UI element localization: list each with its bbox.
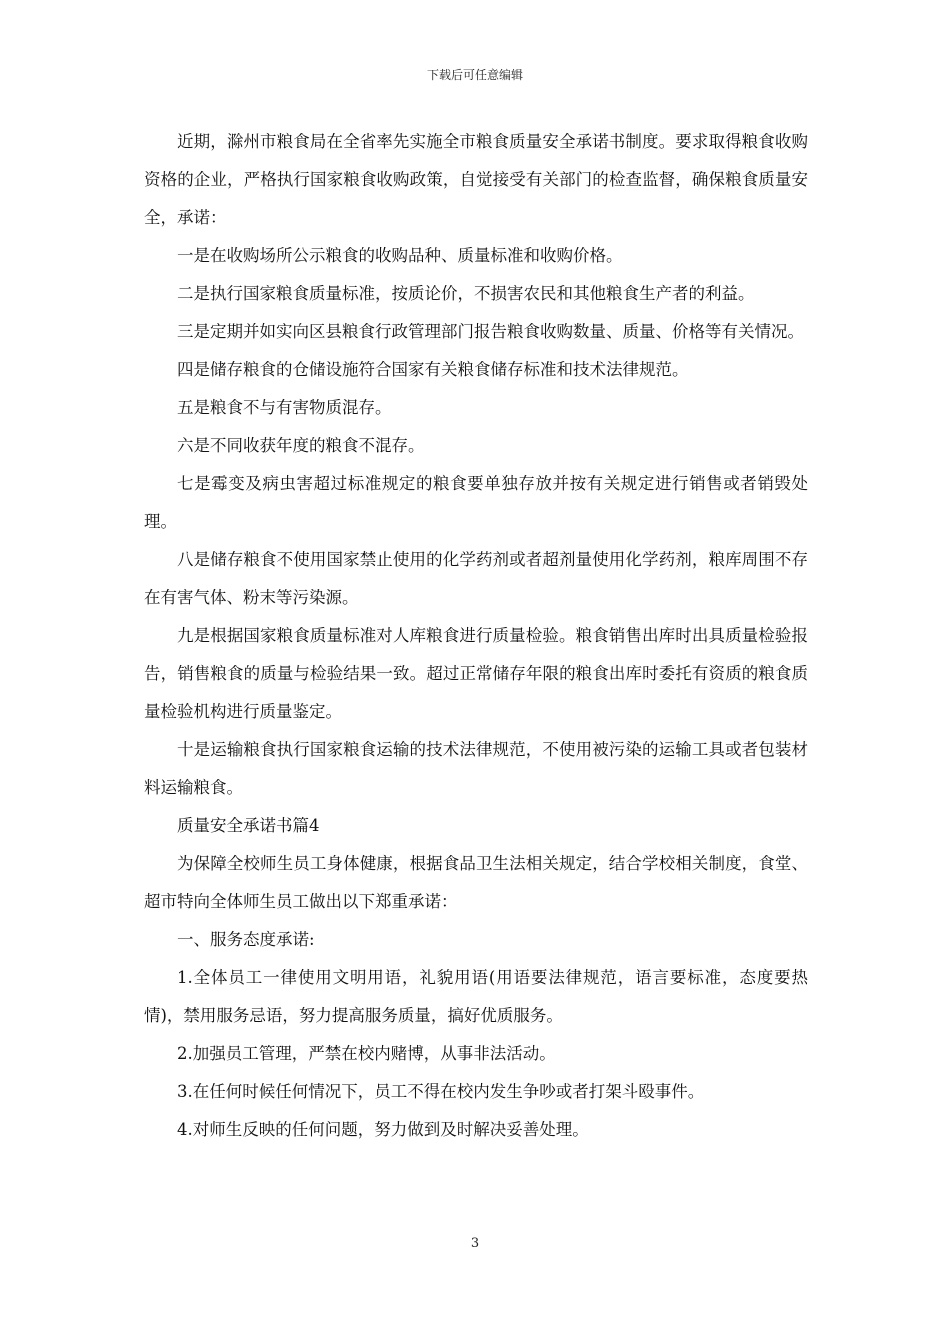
paragraph: 3.在任何时候任何情况下，员工不得在校内发生争吵或者打架斗殴事件。: [177, 1082, 705, 1101]
paragraph: 三是定期并如实向区县粮食行政管理部门报告粮食收购数量、质量、价格等有关情况。: [177, 322, 804, 341]
page-header: 下载后可任意编辑: [426, 68, 523, 82]
paragraph: 六是不同收获年度的粮食不混存。: [177, 436, 425, 455]
paragraph: 四是储存粮食的仓储设施符合国家有关粮食储存标准和技术法律规范。: [177, 360, 689, 379]
paragraph: 五是粮食不与有害物质混存。: [177, 398, 392, 417]
paragraph: 近期，滁州市粮食局在全省率先实施全市粮食质量安全承诺书制度。要求取得粮食收购资格的企业，严格执行国家粮食收购政策，自觉接受有关部门的检查监督，确保粮食质量安全，承诺：: [144, 132, 808, 227]
paragraph: 4.对师生反映的任何问题，努力做到及时解决妥善处理。: [177, 1120, 589, 1139]
section-heading: 质量安全承诺书篇4: [177, 816, 320, 835]
document-body: [144, 123, 808, 1149]
page-number: 3: [470, 1236, 480, 1251]
paragraph: 九是根据国家粮食质量标准对人库粮食进行质量检验。粮食销售出库时出具质量检验报告，销售粮食的质量与检验结果一致。超过正常储存年限的粮食出库时委托有资质的粮食质量检验机构进行质量鉴定。: [144, 626, 808, 721]
paragraph: 八是储存粮食不使用国家禁止使用的化学药剂或者超剂量使用化学药剂，粮库周围不存在有害气体、粉末等污染源。: [144, 550, 808, 607]
paragraph: 2.加强员工管理，严禁在校内赌博，从事非法活动。: [177, 1044, 556, 1063]
paragraph: 1.全体员工一律使用文明用语，礼貌用语(用语要法律规范，语言要标准，态度要热情)，禁用服务忌语，努力提高服务质量，搞好优质服务。: [144, 968, 808, 1025]
paragraph: 十是运输粮食执行国家粮食运输的技术法律规范，不使用被污染的运输工具或者包装材料运输粮食。: [144, 740, 808, 797]
paragraph: 二是执行国家粮食质量标准，按质论价，不损害农民和其他粮食生产者的利益。: [177, 284, 755, 303]
paragraph: 七是霉变及病虫害超过标准规定的粮食要单独存放并按有关规定进行销售或者销毁处理。: [144, 474, 808, 531]
paragraph: 为保障全校师生员工身体健康，根据食品卫生法相关规定，结合学校相关制度，食堂、超市特向全体师生员工做出以下郑重承诺：: [144, 854, 808, 911]
paragraph: 一是在收购场所公示粮食的收购品种、质量标准和收购价格。: [177, 246, 623, 265]
paragraph: 一、服务态度承诺:: [177, 930, 315, 949]
